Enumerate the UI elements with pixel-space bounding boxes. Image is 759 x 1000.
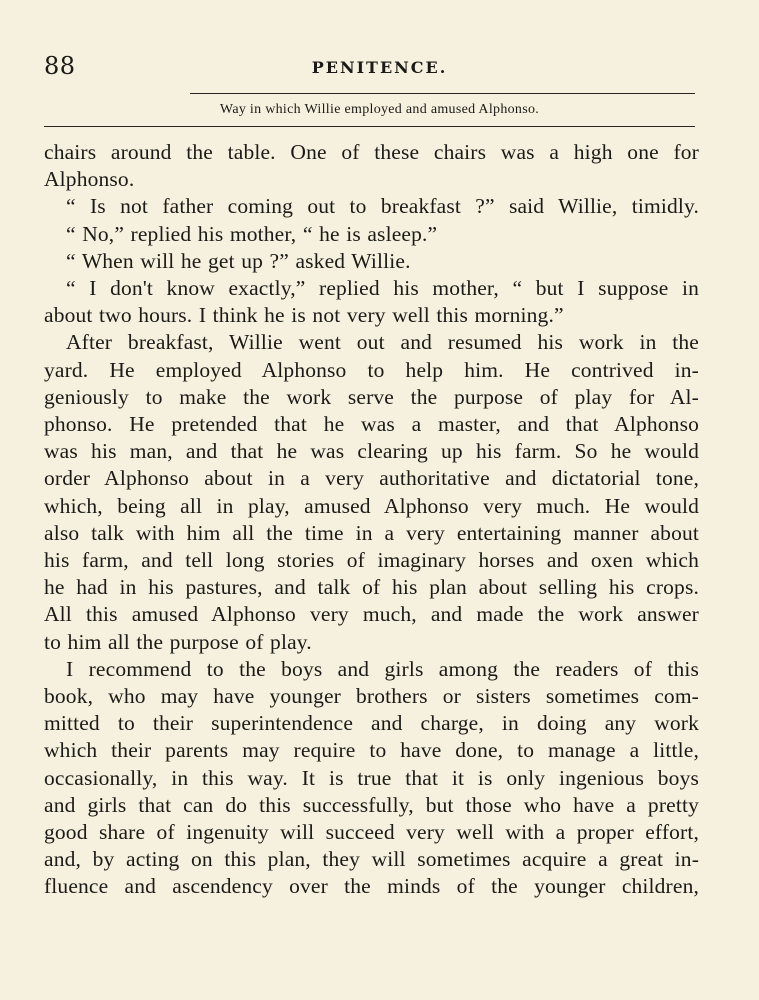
text-line: and girls that can do this successfully, but those who have a pretty xyxy=(44,792,699,817)
text-line: yard. He employed Alphonso to help him. He contrived in- xyxy=(44,357,699,382)
section-subhead: Way in which Willie employed and amused Alphonso. xyxy=(219,102,540,117)
text-line: fluence and ascendency over the minds of the younger children, xyxy=(44,874,699,899)
header-rule-top xyxy=(190,93,695,94)
text-line: was his man, and that he was clearing up his farm. So he would xyxy=(44,439,699,464)
page-number: 88 xyxy=(44,52,76,80)
header-rule-bottom xyxy=(44,126,695,127)
text-line: about two hours. I think he is not very well this morning.” xyxy=(44,303,564,328)
text-line: “ I don't know exactly,” replied his mother, “ but I suppose in xyxy=(66,276,699,301)
text-line: his farm, and tell long stories of imaginary horses and oxen which xyxy=(44,548,699,573)
text-line: book, who may have younger brothers or sisters sometimes com- xyxy=(44,684,699,709)
text-line: I recommend to the boys and girls among the readers of this xyxy=(66,656,699,681)
text-line: to him all the purpose of play. xyxy=(44,629,312,654)
text-line: After breakfast, Willie went out and resumed his work in the xyxy=(66,330,699,355)
text-line: All this amused Alphonso very much, and made the work answer xyxy=(44,602,699,627)
text-line: “ No,” replied his mother, “ he is asleep.” xyxy=(66,221,438,246)
text-line: he had in his pastures, and talk of his plan about selling his crops. xyxy=(44,575,699,600)
text-line: phonso. He pretended that he was a master, and that Alphonso xyxy=(44,412,699,437)
text-line: “ When will he get up ?” asked Willie. xyxy=(66,248,411,273)
text-line: geniously to make the work serve the purpose of play for Al- xyxy=(44,384,699,409)
text-line: good share of ingenuity will succeed very well with a proper effort, xyxy=(44,820,699,845)
text-line: mitted to their superintendence and charge, in doing any work xyxy=(44,711,699,736)
text-line: chairs around the table. One of these chairs was a high one for xyxy=(44,140,699,164)
text-line: which, being all in play, amused Alphonso very much. He would xyxy=(44,493,699,518)
text-line: also talk with him all the time in a very entertaining manner about xyxy=(44,520,699,545)
text-line: occasionally, in this way. It is true that it is only ingenious boys xyxy=(44,765,699,790)
text-line: which their parents may require to have done, to manage a little, xyxy=(44,738,699,763)
text-line: order Alphonso about in a very authoritative and dictatorial tone, xyxy=(44,466,699,491)
text-line: Alphonso. xyxy=(44,167,135,192)
text-line: “ Is not father coming out to breakfast ?” said Willie, timidly. xyxy=(66,194,699,219)
running-head: PENITENCE. xyxy=(311,58,448,77)
text-line: and, by acting on this plan, they will sometimes acquire a great in- xyxy=(44,847,699,872)
body-text xyxy=(44,139,699,901)
